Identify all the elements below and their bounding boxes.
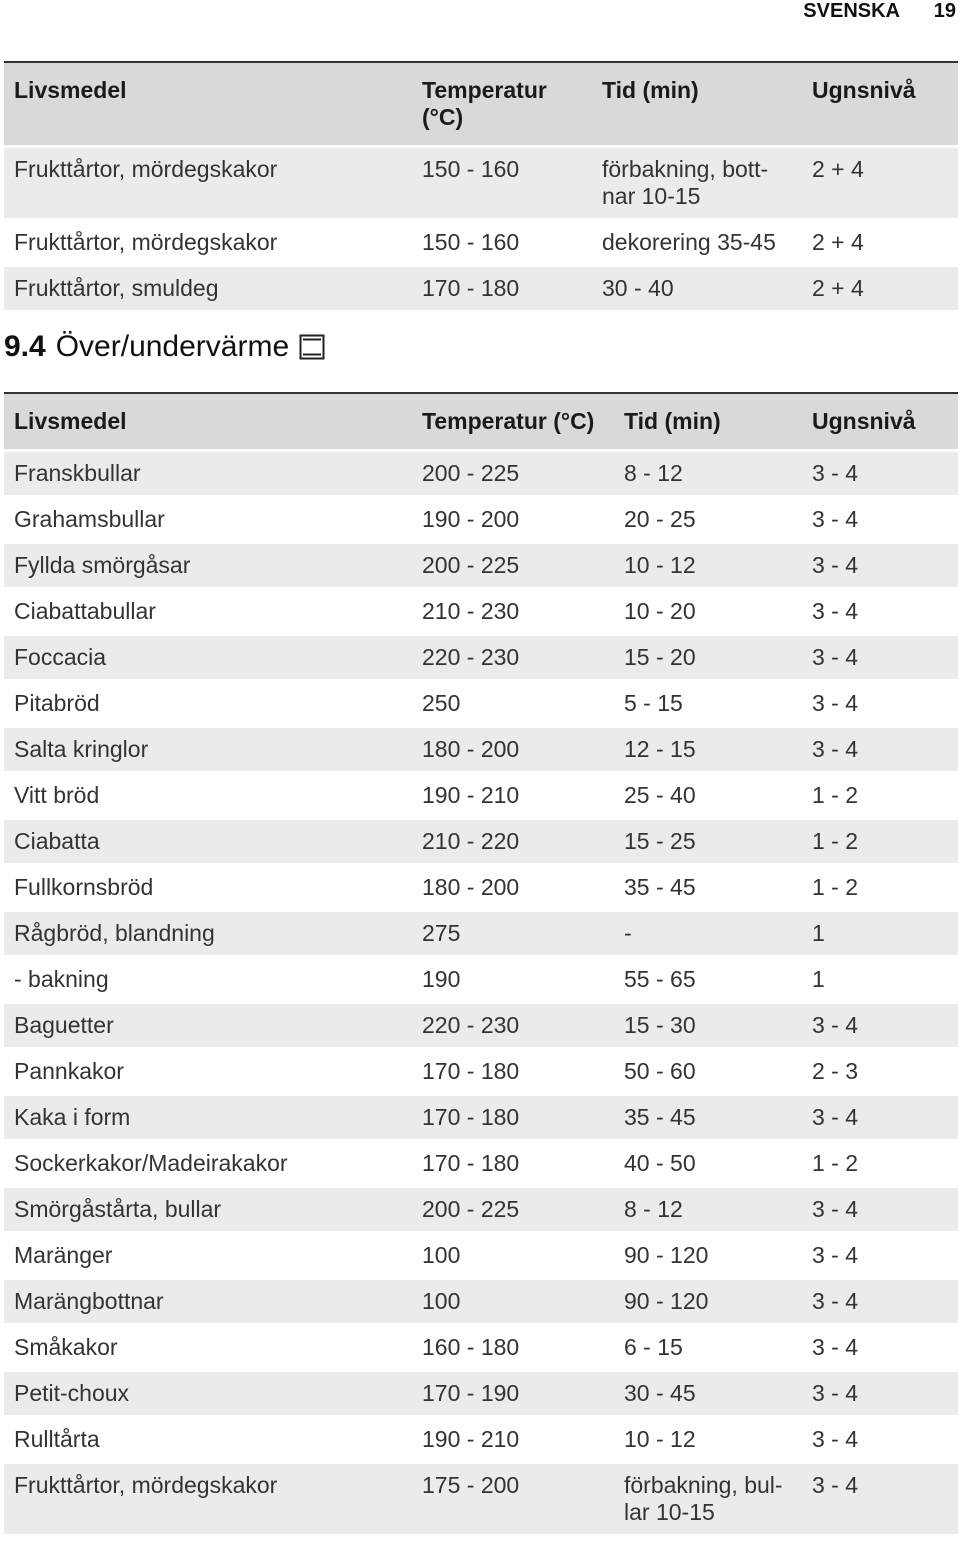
table-row: [4, 636, 958, 682]
table-cell: 150 - 160: [422, 156, 520, 182]
table-row: [4, 728, 958, 774]
table-cell: 25 - 40: [624, 782, 696, 808]
table-cell: 250: [422, 690, 461, 716]
table-cell: Småkakor: [14, 1334, 118, 1360]
table-cell: 100: [422, 1288, 461, 1314]
table-cell: Petit-choux: [14, 1380, 130, 1406]
table-cell: 3 - 4: [812, 1196, 859, 1222]
table-cell: 15 - 25: [624, 828, 696, 854]
table-cell: - bakning: [14, 966, 109, 992]
table-cell: 200 - 225: [422, 552, 520, 578]
table-cell: Smörgåstårta, bullar: [14, 1196, 222, 1222]
table-row: [4, 1372, 958, 1418]
section-title: Över/undervärme: [55, 330, 290, 363]
table-cell: 2 - 3: [812, 1058, 859, 1084]
table-cell: 3 - 4: [812, 1104, 859, 1130]
table-row: [4, 1280, 958, 1326]
table-row: [4, 590, 958, 636]
table-cell: Salta kringlor: [14, 736, 149, 762]
table-cell: 3 - 4: [812, 736, 859, 762]
table-row: [4, 498, 958, 544]
table-cell: 10 - 12: [624, 552, 696, 578]
column-header: Tid (min): [624, 408, 721, 434]
table-cell: 90 - 120: [624, 1242, 709, 1268]
table-cell: Kaka i form: [14, 1104, 131, 1130]
table-1: [4, 63, 958, 313]
table-cell: 175 - 200: [422, 1472, 520, 1498]
table-cell: 5 - 15: [624, 690, 683, 716]
table-cell: 200 - 225: [422, 1196, 520, 1222]
table-header-row: [4, 394, 958, 452]
table-cell: 3 - 4: [812, 1288, 859, 1314]
table-cell: 220 - 230: [422, 1012, 520, 1038]
table-cell: 2 + 4: [812, 229, 864, 255]
page-number: 19: [933, 0, 956, 22]
table-cell: 15 - 20: [624, 644, 696, 670]
table-cell: Frukttårtor, mördegskakor: [14, 156, 278, 182]
table-row: [4, 820, 958, 866]
table-cell: förbakning, bott-nar 10-15: [602, 156, 769, 209]
table-row: [4, 1234, 958, 1280]
table-cell: 190 - 210: [422, 782, 520, 808]
table-cell: Ciabatta: [14, 828, 100, 854]
table-row: [4, 1004, 958, 1050]
header-language: SVENSKA: [803, 0, 900, 22]
table-cell: Marängbottnar: [14, 1288, 164, 1314]
table-row: [4, 221, 958, 267]
table-cell: förbakning, bul-lar 10-15: [624, 1472, 783, 1525]
column-header: Temperatur (°C): [422, 408, 595, 434]
table-cell: 3 - 4: [812, 1472, 859, 1498]
table-cell: 190 - 200: [422, 506, 520, 532]
table-cell: 10 - 12: [624, 1426, 696, 1452]
table-cell: 275: [422, 920, 461, 946]
table-cell: 3 - 4: [812, 598, 859, 624]
table-cell: 20 - 25: [624, 506, 696, 532]
table-cell: 100: [422, 1242, 461, 1268]
table-cell: 200 - 225: [422, 460, 520, 486]
table-cell: Rågbröd, blandning: [14, 920, 215, 946]
table-cell: 40 - 50: [624, 1150, 696, 1176]
table-cell: Frukttårtor, mördegskakor: [14, 1472, 278, 1498]
table-cell: Grahamsbullar: [14, 506, 165, 532]
table-cell: 170 - 180: [422, 1104, 520, 1130]
table-cell: 1: [812, 966, 825, 992]
table-row: [4, 1418, 958, 1464]
table-cell: 1: [812, 920, 825, 946]
table-cell: 1 - 2: [812, 1150, 859, 1176]
table-row: [4, 1096, 958, 1142]
table-cell: 6 - 15: [624, 1334, 683, 1360]
table-cell: 30 - 45: [624, 1380, 696, 1406]
table-cell: 35 - 45: [624, 874, 696, 900]
column-header: Tid (min): [602, 77, 699, 103]
page-header: [0, 0, 960, 40]
table-row: [4, 452, 958, 498]
table-cell: Pitabröd: [14, 690, 100, 716]
table-cell: 15 - 30: [624, 1012, 696, 1038]
table-cell: 2 + 4: [812, 156, 864, 182]
table-cell: 3 - 4: [812, 1380, 859, 1406]
table-cell: 1 - 2: [812, 874, 859, 900]
table-cell: 8 - 12: [624, 1196, 683, 1222]
table-row: [4, 267, 958, 313]
table-cell: 190 - 210: [422, 1426, 520, 1452]
table-cell: 210 - 220: [422, 828, 520, 854]
table-cell: 90 - 120: [624, 1288, 709, 1314]
table-cell: 3 - 4: [812, 1334, 859, 1360]
table-cell: Pannkakor: [14, 1058, 124, 1084]
table-2: [4, 394, 958, 1537]
table-header-row: [4, 63, 958, 148]
table-cell: 2 + 4: [812, 275, 864, 301]
table-row: [4, 1326, 958, 1372]
table-cell: 210 - 230: [422, 598, 520, 624]
table-row: [4, 1464, 958, 1537]
table-row: [4, 682, 958, 728]
table-cell: dekorering 35-45: [602, 229, 776, 255]
column-header: Livsmedel: [14, 77, 127, 103]
table-cell: 170 - 180: [422, 275, 520, 301]
table-cell: 3 - 4: [812, 460, 859, 486]
table-cell: 3 - 4: [812, 644, 859, 670]
top-bottom-heat-icon: [299, 334, 325, 360]
table-cell: 1 - 2: [812, 828, 859, 854]
table-cell: Baguetter: [14, 1012, 114, 1038]
table-row: [4, 1188, 958, 1234]
table-cell: 8 - 12: [624, 460, 683, 486]
table-cell: Franskbullar: [14, 460, 141, 486]
table-cell: Fyllda smörgåsar: [14, 552, 191, 578]
table-cell: 55 - 65: [624, 966, 696, 992]
table-cell: 3 - 4: [812, 1012, 859, 1038]
column-header: Ugnsnivå: [812, 77, 916, 103]
table-cell: 1 - 2: [812, 782, 859, 808]
column-header: Temperatur (°C): [422, 77, 547, 130]
table-cell: 30 - 40: [602, 275, 674, 301]
table-cell: Vitt bröd: [14, 782, 100, 808]
table-cell: Frukttårtor, mördegskakor: [14, 229, 278, 255]
table-cell: 12 - 15: [624, 736, 696, 762]
table-cell: 220 - 230: [422, 644, 520, 670]
table-cell: 170 - 180: [422, 1058, 520, 1084]
table-row: [4, 1142, 958, 1188]
table-cell: Fullkornsbröd: [14, 874, 154, 900]
table-row: [4, 148, 958, 221]
table-cell: 3 - 4: [812, 690, 859, 716]
table-row: [4, 958, 958, 1004]
table-cell: 150 - 160: [422, 229, 520, 255]
table-cell: Frukttårtor, smuldeg: [14, 275, 219, 301]
section-heading: [4, 330, 325, 364]
table-cell: 180 - 200: [422, 874, 520, 900]
table-row: [4, 544, 958, 590]
table-row: [4, 1050, 958, 1096]
table-cell: 3 - 4: [812, 552, 859, 578]
table-cell: 35 - 45: [624, 1104, 696, 1130]
column-header: Livsmedel: [14, 408, 127, 434]
table-row: [4, 866, 958, 912]
table-row: [4, 912, 958, 958]
table-cell: 10 - 20: [624, 598, 696, 624]
table-cell: Maränger: [14, 1242, 113, 1268]
table-cell: 160 - 180: [422, 1334, 520, 1360]
table-cell: 180 - 200: [422, 736, 520, 762]
table-row: [4, 774, 958, 820]
table-cell: 170 - 190: [422, 1380, 520, 1406]
table-cell: 3 - 4: [812, 1242, 859, 1268]
table-cell: 190: [422, 966, 461, 992]
table-cell: 3 - 4: [812, 506, 859, 532]
column-header: Ugnsnivå: [812, 408, 916, 434]
table-cell: 3 - 4: [812, 1426, 859, 1452]
table-cell: 170 - 180: [422, 1150, 520, 1176]
table-cell: Rulltårta: [14, 1426, 100, 1452]
table-cell: -: [624, 920, 632, 946]
section-number: 9.4: [4, 330, 46, 363]
table-cell: Foccacia: [14, 644, 107, 670]
table-cell: Ciabattabullar: [14, 598, 156, 624]
table-cell: Sockerkakor/Madeirakakor: [14, 1150, 288, 1176]
table-cell: 50 - 60: [624, 1058, 696, 1084]
